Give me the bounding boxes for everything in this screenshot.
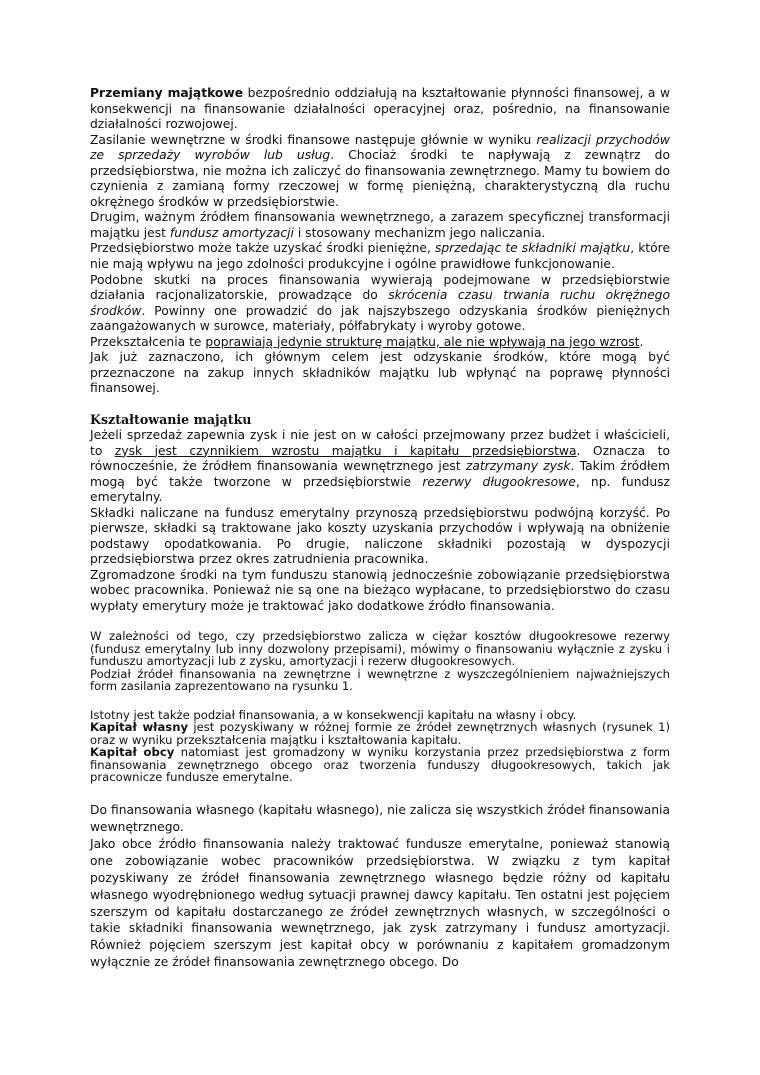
final-block	[90, 802, 670, 971]
underlined-phrase: zysk jest czynnikiem wzrostu majątku i kapitału przedsiębiorstwa	[114, 443, 577, 458]
text: .	[639, 334, 644, 349]
text: Drugim, ważnym źródłem finansowania wewnętrznego, a zarazem specyficznej transformacji majątku jest	[90, 210, 670, 240]
italic-phrase: rezerwy długookresowe	[422, 474, 576, 489]
text: Jeżeli sprzedaż zapewnia zysk i nie jest on w całości przejmowany przez budżet i właścicieli, to	[90, 427, 670, 458]
paragraph: W zależności od tego, czy przedsiębiorstwo zalicza w ciężar kosztów długookresowe rezerwy (fundusz emerytalny lub inny dozwolony przepisami), mówimy o finansowaniu wyłącznie z zysku i funduszu amortyzacji lub z zysku, amortyzacji i rezerw długookresowych.	[90, 629, 670, 669]
blank-line	[90, 615, 670, 631]
paragraph: Do finansowania własnego (kapitału własnego), nie zalicza się wszystkich źródeł finansowania wewnętrznego.	[90, 803, 670, 834]
paragraph	[90, 428, 670, 506]
paragraph	[90, 133, 670, 211]
document-page	[90, 86, 670, 971]
text: bezpośrednio oddziałują na kształtowanie płynności finansowej, a w konsekwencji na finansowanie działalności operacyjnej oraz, pośrednio, na finansowanie działalności rozwojowej.	[90, 86, 670, 132]
paragraph	[90, 721, 670, 746]
italic-phrase: zatrzymany zysk	[465, 459, 571, 474]
bold-term: Przemiany majątkowe	[90, 86, 244, 100]
bold-term: Kapitał własny	[90, 720, 189, 735]
paragraph	[90, 273, 670, 335]
paragraph: Istotny jest także podział finansowania, a w konsekwencji kapitału na własny i obcy.	[90, 707, 577, 722]
text: , które nie mają wpływu na jego zdolności produkcyjne i ogólne prawidłowe funkcjonowanie.	[90, 241, 671, 272]
text: . Powinny one prowadzić do jak najszybszego odzyskania środków pieniężnych zaangażowanych w surowce, materiały, półfabrykaty i wyroby gotowe.	[90, 303, 670, 334]
paragraph: Zgromadzone środki na tym funduszu stanowią jednocześnie zobowiązanie przedsiębiorstwa wobec pracownika. Ponieważ nie są one na bieżąco wypłacane, to przedsiębiorstwo do czasu wypłaty emerytury może je traktować jako dodatkowe źródło finansowania.	[90, 567, 670, 613]
blank-line	[90, 693, 670, 709]
text: . Oznacza to równocześnie, że źródłem finansowania wewnętrznego jest	[90, 443, 670, 474]
text: Podobne skutki na proces finansowania wywierają podejmowane w przedsiębiorstwie działania racjonalizatorskie, prowadzące do	[90, 272, 670, 303]
text: i stosowany mechanizm jego naliczania.	[293, 225, 546, 240]
underlined-phrase: poprawiają jedynie strukturę majątku, ale nie wpływają na jego wzrost	[205, 334, 640, 349]
paragraph	[90, 746, 670, 784]
italic-phrase: fundusz amortyzacji	[169, 225, 294, 240]
paragraph	[90, 241, 670, 272]
section-heading: Kształtowanie majątku	[90, 412, 252, 428]
text: Zasilanie wewnętrzne w środki finansowe następuje głównie w wyniku	[90, 132, 537, 147]
paragraph	[90, 86, 670, 133]
paragraph: Składki naliczane na fundusz emerytalny przynoszą przedsiębiorstwu podwójną korzyść. Po pierwsze, składki są traktowane jako koszty uzyskania przychodów i wpływają na obniżenie podstawy opodatkowania. Po drugie, naliczone składniki pozostają w dyspozycji przedsiębiorstwa przez okres zatrudnienia pracownika.	[90, 505, 670, 567]
italic-phrase: sprzedając te składniki majątku	[434, 241, 631, 256]
paragraph: Jak już zaznaczono, ich głównym celem jest odzyskanie środków, które mogą być przeznaczone na zakup innych składników majątku lub wpłynąć na poprawę płynności finansowej.	[90, 350, 670, 396]
text: natomiast jest gromadzony w wyniku korzystania przez przedsiębiorstwa z form finansowania zewnętrznego obcego oraz tworzenia funduszy długookresowych, takich jak pracownicze fundusze emerytalne.	[90, 745, 671, 785]
blank-line	[90, 784, 670, 802]
italic-phrase: skrócenia czasu trwania ruchu okrężnego środków	[90, 288, 671, 318]
paragraph	[90, 335, 670, 351]
text: . Chociaż środki te napływają z zewnątrz do przedsiębiorstwa, nie można ich zaliczyć do finansowania zewnętrznego. Mamy tu bowiem do czynienia z zamianą formy rzeczowej w formę pieniężną, charakterystyczną dla ruchu okrężnego środków w przedsiębiorstwie.	[90, 148, 670, 209]
paragraph: Jako obce źródło finansowania należy traktować fundusze emerytalne, ponieważ stanowią one zobowiązanie wobec pracowników przedsiębiorstwa. W związku z tym kapitał pozyskiwany ze źródeł finansowania zewnętrznego własnego będzie różny od kapitału własnego wyodrębnionego według sytuacji prawnej dawcy kapitału. Ten ostatni jest pojęciem szerszym od kapitału dostarczanego ze źródeł zewnętrznych własnych, w szczególności o takie składniki finansowania wewnętrznego, jak zysk zatrzymany i fundusz amortyzacji. Również pojęciem szerszym jest kapitał obcy w porównaniu z kapitałem gromadzonym wyłącznie ze źródeł finansowania zewnętrznego obcego. Do	[90, 836, 670, 970]
compact-block	[90, 630, 670, 784]
text: Przekształcenia te	[90, 334, 206, 349]
paragraph	[90, 210, 670, 241]
text: Przedsiębiorstwo może także uzyskać środki pieniężne,	[90, 241, 435, 256]
text: . Takim źródłem mogą być także tworzone w przedsiębiorstwie	[90, 459, 670, 489]
paragraph: Podział źródeł finansowania na zewnętrzne i wewnętrzne z wyszczególnieniem najważniejszych form zasilania zaprezentowano na rysunku 1.	[90, 666, 670, 694]
italic-phrase: realizacji przychodów ze sprzedaży wyrobów lub usług	[90, 132, 670, 163]
text: jest pozyskiwany w różnej formie ze źródeł zewnętrznych własnych (rysunek 1) oraz w wyniku przekształcenia majątku i kształtowania kapitału.	[90, 720, 670, 747]
bold-term: Kapitał obcy	[90, 745, 175, 760]
blank-line	[90, 397, 670, 413]
text: , np. fundusz emerytalny.	[90, 474, 670, 505]
